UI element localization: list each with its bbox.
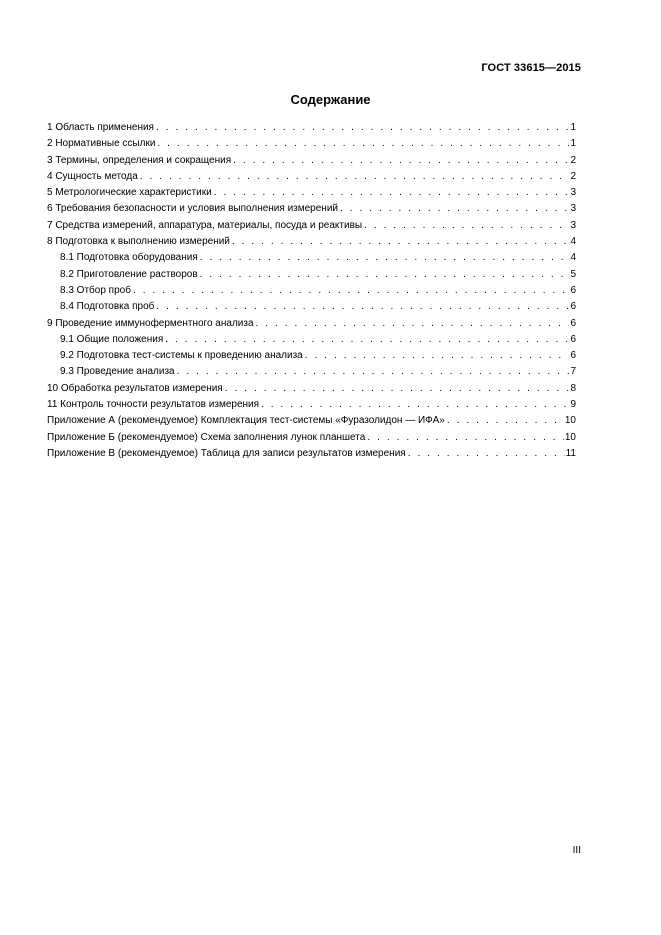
- toc-leader-dots: [408, 446, 565, 462]
- toc-leader-dots: [364, 218, 569, 234]
- toc-entry-label: 8.4 Подготовка проб: [60, 301, 155, 313]
- toc-leader-dots: [447, 413, 564, 429]
- toc-entry[interactable]: [47, 120, 576, 136]
- toc-leader-dots: [140, 169, 570, 185]
- toc-leader-dots: [177, 364, 570, 380]
- toc-entry-page: 10: [564, 415, 576, 427]
- toc-title: Содержание: [290, 92, 371, 107]
- toc-entry-page: 3: [570, 219, 576, 231]
- toc-entry-label: 7 Средства измерений, аппаратура, материалы, посуда и реактивы: [47, 219, 363, 231]
- toc-leader-dots: [305, 348, 570, 364]
- toc-entry[interactable]: [47, 381, 576, 397]
- toc-leader-dots: [233, 153, 569, 169]
- toc-entry-label: 8.1 Подготовка оборудования: [60, 252, 198, 264]
- document-code: ГОСТ 33615—2015: [481, 62, 581, 74]
- toc-entry-label: 4 Сущность метода: [47, 170, 138, 182]
- toc-subentry[interactable]: [47, 267, 576, 283]
- toc-leader-dots: [261, 397, 569, 413]
- toc-subentry[interactable]: [47, 332, 576, 348]
- toc-entry-label: 8.2 Приготовление растворов: [60, 268, 198, 280]
- toc-entry-label: 6 Требования безопасности и условия выполнения измерений: [47, 203, 339, 215]
- toc-entry-label: Приложение Б (рекомендуемое) Схема заполнения лунок планшета: [47, 431, 366, 443]
- toc-leader-dots: [165, 332, 569, 348]
- toc-entry[interactable]: [47, 397, 576, 413]
- toc-entry-page: 6: [570, 284, 576, 296]
- toc-entry[interactable]: [47, 169, 576, 185]
- toc-leader-dots: [340, 201, 569, 217]
- toc-leader-dots: [367, 430, 564, 446]
- toc-entry-label: 9.2 Подготовка тест-системы к проведению анализа: [60, 350, 303, 362]
- table-of-contents: [47, 120, 576, 462]
- toc-leader-dots: [157, 136, 569, 152]
- toc-entry[interactable]: [47, 136, 576, 152]
- toc-entry-label: 1 Область применения: [47, 122, 154, 133]
- toc-entry[interactable]: [47, 218, 576, 234]
- toc-entry-page: 1: [570, 138, 576, 150]
- toc-entry-page: 5: [570, 268, 576, 280]
- toc-entry-label: 9.1 Общие положения: [60, 333, 164, 345]
- toc-leader-dots: [200, 267, 570, 283]
- page-number: III: [572, 845, 581, 856]
- toc-entry-page: 6: [570, 301, 576, 313]
- toc-entry[interactable]: [47, 185, 576, 201]
- toc-entry-label: 9.3 Проведение анализа: [60, 366, 175, 378]
- toc-subentry[interactable]: [47, 364, 576, 380]
- toc-leader-dots: [156, 299, 569, 315]
- toc-entry[interactable]: [47, 201, 576, 217]
- toc-leader-dots: [214, 185, 570, 201]
- toc-entry-label: 2 Нормативные ссылки: [47, 138, 156, 150]
- toc-entry-page: 1: [570, 122, 576, 133]
- toc-entry-page: 2: [570, 170, 576, 182]
- toc-entry-page: 6: [570, 333, 576, 345]
- toc-subentry[interactable]: [47, 283, 576, 299]
- toc-entry-label: 8.3 Отбор проб: [60, 284, 131, 296]
- toc-entry-page: 8: [570, 382, 576, 394]
- toc-entry-page: 6: [570, 350, 576, 362]
- toc-entry-label: 8 Подготовка к выполнению измерений: [47, 236, 230, 248]
- toc-entry-page: 6: [570, 317, 576, 329]
- toc-entry-page: 3: [570, 187, 576, 199]
- toc-entry-page: 7: [570, 366, 576, 378]
- toc-entry[interactable]: [47, 446, 576, 462]
- toc-leader-dots: [133, 283, 570, 299]
- toc-entry-page: 9: [570, 399, 576, 411]
- toc-entry-label: 3 Термины, определения и сокращения: [47, 154, 232, 166]
- toc-entry-page: 3: [570, 203, 576, 215]
- toc-entry-label: Приложение А (рекомендуемое) Комплектация тест-системы «Фуразолидон — ИФА»: [47, 415, 445, 427]
- toc-entry-label: 9 Проведение иммуноферментного анализа: [47, 317, 254, 329]
- toc-entry[interactable]: [47, 413, 576, 429]
- toc-leader-dots: [200, 250, 570, 266]
- toc-entry[interactable]: [47, 430, 576, 446]
- toc-entry-label: 10 Обработка результатов измерения: [47, 382, 223, 394]
- toc-leader-dots: [232, 234, 570, 250]
- toc-entry-label: Приложение В (рекомендуемое) Таблица для записи результатов измерения: [47, 447, 406, 459]
- toc-entry[interactable]: [47, 316, 576, 332]
- toc-leader-dots: [256, 316, 570, 332]
- toc-entry-page: 11: [565, 447, 576, 459]
- toc-entry-page: 4: [570, 236, 576, 248]
- toc-leader-dots: [225, 381, 570, 397]
- toc-entry-label: 5 Метрологические характеристики: [47, 187, 212, 199]
- toc-entry-label: 11 Контроль точности результатов измерения: [47, 399, 260, 411]
- toc-entry[interactable]: [47, 234, 576, 250]
- toc-entry-page: 4: [570, 252, 576, 264]
- toc-leader-dots: [156, 120, 569, 136]
- toc-entry[interactable]: [47, 153, 576, 169]
- toc-subentry[interactable]: [47, 299, 576, 315]
- toc-subentry[interactable]: [47, 250, 576, 266]
- toc-entry-page: 10: [564, 431, 576, 443]
- toc-entry-page: 2: [570, 154, 576, 166]
- toc-subentry[interactable]: [47, 348, 576, 364]
